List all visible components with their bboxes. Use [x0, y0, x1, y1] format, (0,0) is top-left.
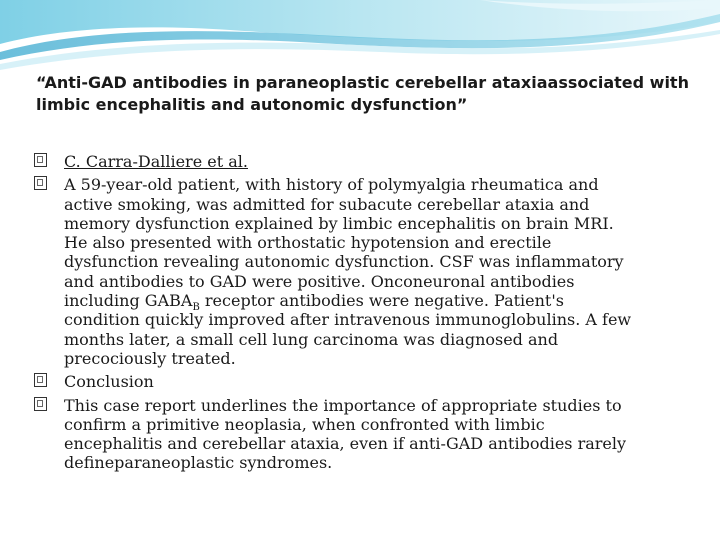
conclusion-label: Conclusion — [64, 372, 154, 392]
case-line: condition quickly improved after intravenous immunoglobulins. A few — [64, 310, 632, 330]
case-line — [64, 291, 694, 314]
bullet-list — [34, 152, 694, 477]
square-bullet-icon — [34, 153, 47, 167]
case-text: including GABA — [64, 291, 193, 311]
bullet-conclusion-heading — [34, 372, 694, 391]
conclusion-line: encephalitis and cerebellar ataxia, even if anti-GAD antibodies rarely — [64, 434, 627, 454]
bullet-case-description — [34, 175, 694, 368]
case-line: months later, a small cell lung carcinoma was diagnosed and — [64, 329, 559, 349]
conclusion-line: This case report underlines the importance of appropriate studies to — [64, 395, 622, 415]
case-line: and antibodies to GAD were positive. Onconeuronal antibodies — [64, 271, 575, 291]
title-line-1: “Anti-GAD antibodies in paraneoplastic cerebellar ataxiaassociated with — [36, 73, 689, 92]
bullet-author — [34, 152, 694, 171]
subscript-b: B — [192, 302, 200, 314]
case-line: He also presented with orthostatic hypotension and erectile — [64, 233, 552, 253]
conclusion-line: defineparaneoplastic syndromes. — [64, 453, 333, 473]
conclusion-line: confirm a primitive neoplasia, when confronted with limbic — [64, 414, 545, 434]
square-bullet-icon — [34, 397, 47, 411]
slide-title — [36, 72, 696, 116]
case-line: dysfunction revealing autonomic dysfunction. CSF was inflammatory — [64, 252, 624, 272]
case-text: receptor antibodies were negative. Patient's — [199, 291, 564, 311]
author-citation: C. Carra-Dalliere et al. — [64, 152, 248, 171]
square-bullet-icon — [34, 373, 47, 387]
case-line: precociously treated. — [64, 348, 236, 368]
case-line: active smoking, was admitted for subacute cerebellar ataxia and — [64, 194, 590, 214]
case-line: memory dysfunction explained by limbic encephalitis on brain MRI. — [64, 213, 614, 233]
bullet-conclusion-text — [34, 396, 694, 473]
title-line-2: limbic encephalitis and autonomic dysfunction” — [36, 95, 468, 114]
case-line: A 59-year-old patient, with history of polymyalgia rheumatica and — [64, 175, 599, 195]
square-bullet-icon — [34, 176, 47, 190]
header-wave-decoration — [0, 0, 720, 80]
